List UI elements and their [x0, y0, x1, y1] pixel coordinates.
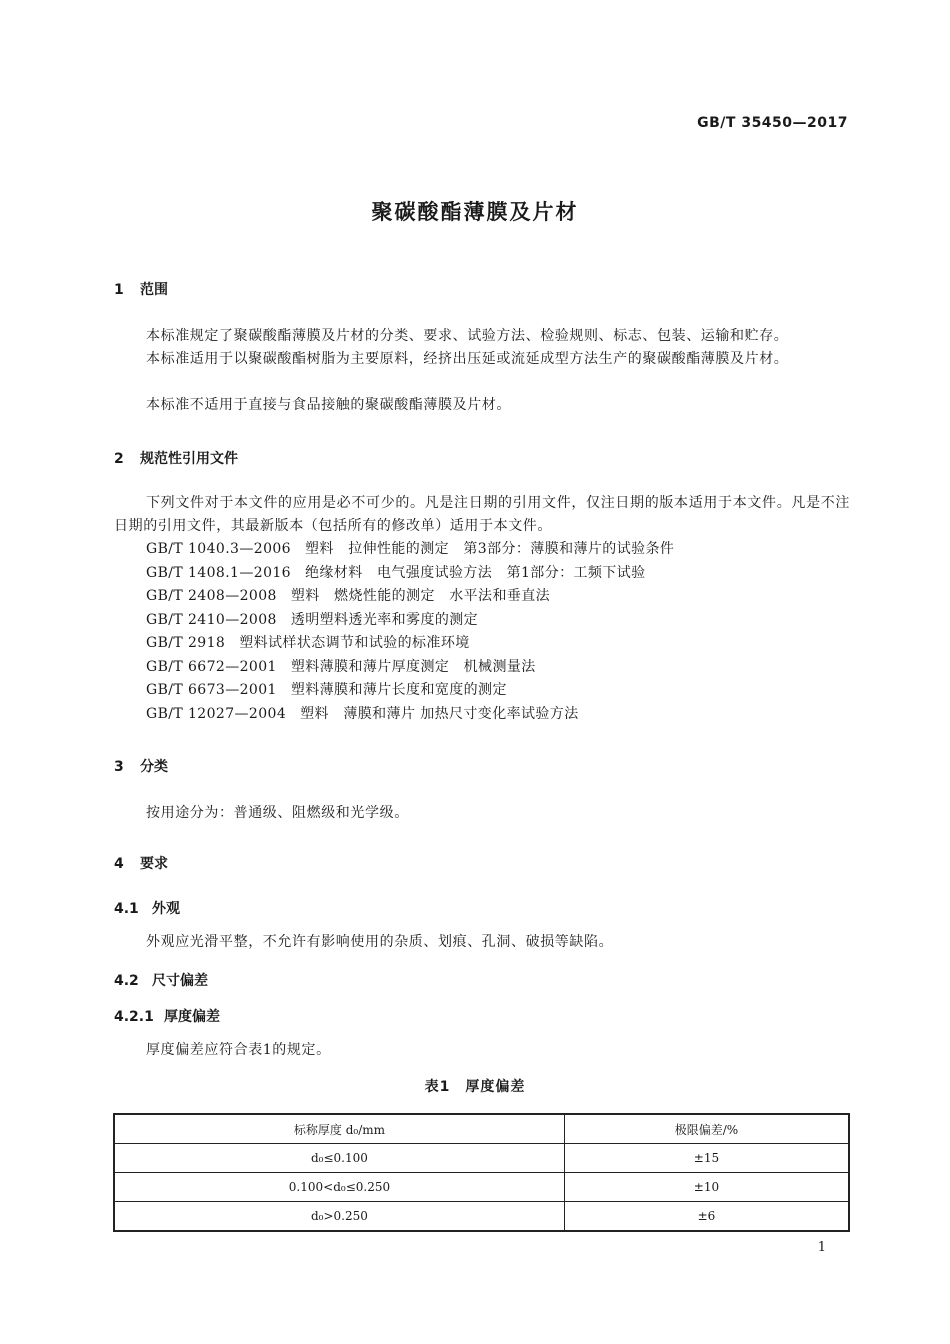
table-cell: ±15: [564, 1144, 849, 1173]
page-number: 1: [817, 1240, 826, 1255]
list-item: [146, 656, 866, 680]
list-item: [146, 562, 866, 586]
document-title: 聚碳酸酯薄膜及片材: [371, 200, 579, 224]
section-heading-classification: [114, 756, 168, 776]
section-number: 2: [114, 451, 124, 467]
list-item: [146, 703, 866, 727]
table-cell: d₀>0.250: [114, 1202, 564, 1232]
paragraph: 本标准适用于以聚碳酸酯树脂为主要原料，经挤出压延或流延成型方法生产的聚碳酸酯薄膜及片材。: [146, 351, 789, 367]
table-caption: 表1 厚度偏差: [424, 1079, 526, 1095]
paragraph: 外观应光滑平整，不允许有影响使用的杂质、划痕、孔洞、破损等缺陷。: [146, 934, 614, 950]
list-item: [146, 538, 866, 562]
document-id: GB/T 35450—2017: [697, 115, 848, 131]
reference-title: 塑料薄膜和薄片长度和宽度的测定: [290, 682, 507, 698]
table-cell: d₀≤0.100: [114, 1144, 564, 1173]
column-header: 标称厚度 d₀/mm: [114, 1114, 564, 1144]
reference-code: GB/T 12027—2004: [146, 705, 287, 722]
list-item: [146, 585, 866, 609]
section-title: 尺寸偏差: [152, 973, 208, 989]
section-number: 4.2.1: [114, 1009, 154, 1025]
column-header: 极限偏差/%: [564, 1114, 849, 1144]
subsection-heading-appearance: [114, 898, 180, 918]
reference-code: GB/T 6673—2001: [146, 682, 277, 698]
paragraph: 下列文件对于本文件的应用是必不可少的。凡是注日期的引用文件，仅注日期的版本适用于本文件。凡是不注日期的引用文件，其最新版本（包括所有的修改单）适用于本文件。: [114, 495, 850, 534]
section-title: 分类: [140, 759, 168, 775]
subsection-heading-thickness: [114, 1006, 220, 1026]
section-title: 厚度偏差: [164, 1009, 220, 1025]
paragraph: 按用途分为：普通级、阻燃级和光学级。: [146, 805, 409, 821]
reference-code: GB/T 2410—2008: [146, 611, 277, 628]
reference-title: 塑料 拉伸性能的测定 第3部分：薄膜和薄片的试验条件: [305, 541, 675, 557]
list-item: [146, 609, 866, 633]
section-number: 4: [114, 856, 124, 872]
reference-code: GB/T 1040.3—2006: [146, 541, 291, 557]
table-cell: ±10: [564, 1173, 849, 1202]
section-number: 4.1: [114, 901, 139, 917]
paragraph: 厚度偏差应符合表1的规定。: [146, 1042, 331, 1058]
table-row: [114, 1173, 849, 1202]
reference-code: GB/T 2918: [146, 635, 226, 651]
reference-code: GB/T 2408—2008: [146, 588, 277, 604]
reference-code: GB/T 6672—2001: [146, 658, 277, 675]
table-header-row: [114, 1114, 849, 1144]
table-cell: ±6: [564, 1202, 849, 1232]
table-row: [114, 1144, 849, 1173]
reference-title: 塑料 薄膜和薄片 加热尺寸变化率试验方法: [300, 705, 579, 722]
section-title: 外观: [152, 901, 180, 917]
list-item: [146, 632, 866, 656]
section-heading-references: [114, 448, 238, 468]
paragraph: 本标准不适用于直接与食品接触的聚碳酸酯薄膜及片材。: [146, 397, 511, 413]
reference-title: 塑料薄膜和薄片厚度测定 机械测量法: [290, 658, 536, 675]
section-number: 1: [114, 282, 124, 298]
reference-title: 透明塑料透光率和雾度的测定: [290, 611, 479, 628]
section-heading-scope: [114, 279, 168, 299]
reference-title: 塑料 燃烧性能的测定 水平法和垂直法: [290, 588, 551, 604]
subsection-heading-dimension: [114, 970, 208, 990]
thickness-deviation-table: [113, 1113, 850, 1232]
reference-title: 绝缘材料 电气强度试验方法 第1部分：工频下试验: [305, 564, 646, 581]
section-heading-requirements: [114, 853, 168, 873]
paragraph: 本标准规定了聚碳酸酯薄膜及片材的分类、要求、试验方法、检验规则、标志、包装、运输和贮存。: [146, 328, 789, 344]
reference-code: GB/T 1408.1—2016: [146, 564, 291, 581]
section-number: 4.2: [114, 973, 139, 989]
table-cell: 0.100<d₀≤0.250: [114, 1173, 564, 1202]
section-title: 规范性引用文件: [140, 451, 238, 467]
section-title: 要求: [140, 856, 168, 872]
reference-title: 塑料试样状态调节和试验的标准环境: [239, 635, 470, 651]
list-item: [146, 679, 866, 703]
table-row: [114, 1202, 849, 1232]
section-title: 范围: [140, 282, 168, 298]
reference-list: [146, 538, 866, 726]
section-number: 3: [114, 759, 124, 775]
